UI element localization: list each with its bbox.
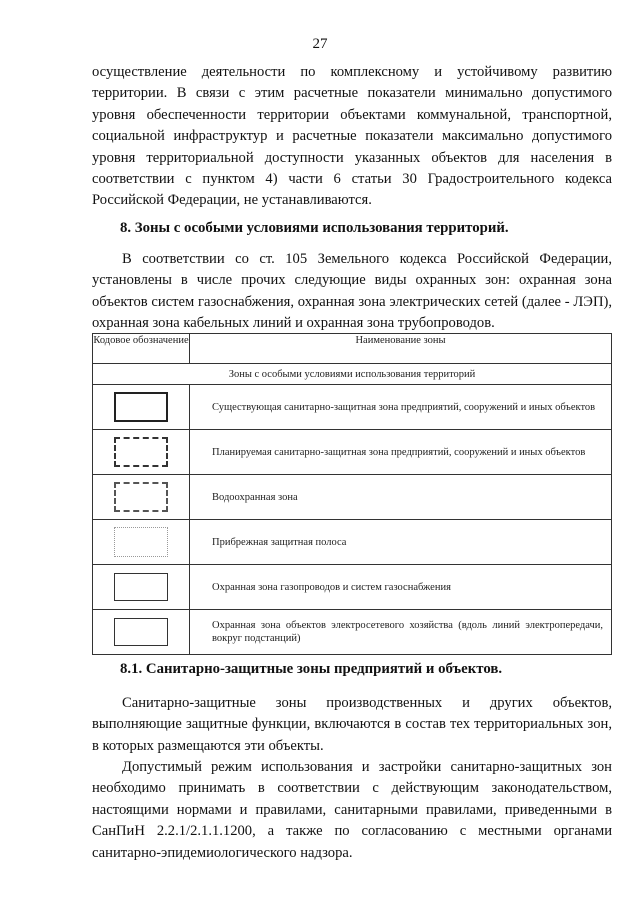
zone-name: Охранная зона объектов электросетевого хозяйства (вдоль линий электропередачи, вокруг подстанций)	[190, 610, 612, 655]
table-row	[93, 610, 612, 655]
table-row	[93, 565, 612, 610]
zone-name: Существующая санитарно-защитная зона предприятий, сооружений и иных объектов	[190, 385, 612, 430]
table-subheader: Зоны с особыми условиями использования территорий	[93, 364, 612, 385]
thin-solid-rectangle-symbol	[114, 573, 168, 601]
table-header-row	[93, 334, 612, 364]
dashed-rectangle-symbol	[114, 437, 168, 467]
section-8-1-heading: 8.1. Санитарно-защитные зоны предприятий и объектов.	[120, 661, 503, 677]
zone-name: Водоохранная зона	[190, 475, 612, 520]
table-row	[93, 520, 612, 565]
table-row	[93, 475, 612, 520]
thin-solid-rectangle-symbol	[114, 618, 168, 646]
column-header-code: Кодовое обозначение	[93, 334, 190, 364]
intro-paragraph: осуществление деятельности по комплексному и устойчивому развитию территории. В связи с этим расчетные показатели минимально допустимого уровня обеспеченности территории объектами коммунальной, транспортной, социальной инфраструктур и расчетные показатели максимально допустимого уровня территориальной доступности указанных объектов для населения в соответствии с пунктом 4) части 6 статьи 30 Градостроительного кодекса Российской Федерации, не устанавливаются.	[92, 64, 612, 209]
page-number: 27	[312, 36, 328, 52]
light-dotted-rectangle-symbol	[114, 527, 168, 557]
column-header-name: Наименование зоны	[190, 334, 612, 364]
section-8-1-paragraph-2: Допустимый режим использования и застройки санитарно-защитных зон необходимо принимать в соответствии с действующим законодательством, настоящими нормами и правилами, санитарными правилами, приведенными в СанПиН 2.2.1/2.1.1.1200, а также по согласованию с местными органами санитарно-эпидемиологического надзора.	[92, 759, 612, 861]
table-row	[93, 385, 612, 430]
zones-table	[92, 333, 612, 655]
zone-name: Прибрежная защитная полоса	[190, 520, 612, 565]
table-subheader-row	[93, 364, 612, 385]
table-row	[93, 430, 612, 475]
sparse-dashed-rectangle-symbol	[114, 482, 168, 512]
zone-name: Планируемая санитарно-защитная зона предприятий, сооружений и иных объектов	[190, 430, 612, 475]
section-8-paragraph: В соответствии со ст. 105 Земельного кодекса Российской Федерации, установлены в числе прочих следующие виды охранных зон: охранная зона объектов систем газоснабжения, охранная зона электрических сетей (далее - ЛЭП), охранная зона кабельных линий и охранная зона трубопроводов.	[92, 251, 612, 332]
section-8-1-paragraph-1: Санитарно-защитные зоны производственных и других объектов, выполняющие защитные функции, включаются в состав тех территориальных зон, в которых размещаются эти объекты.	[92, 695, 612, 754]
section-8-heading: 8. Зоны с особыми условиями использования территорий.	[120, 220, 509, 236]
zone-name: Охранная зона газопроводов и систем газоснабжения	[190, 565, 612, 610]
solid-rectangle-symbol	[114, 392, 168, 422]
